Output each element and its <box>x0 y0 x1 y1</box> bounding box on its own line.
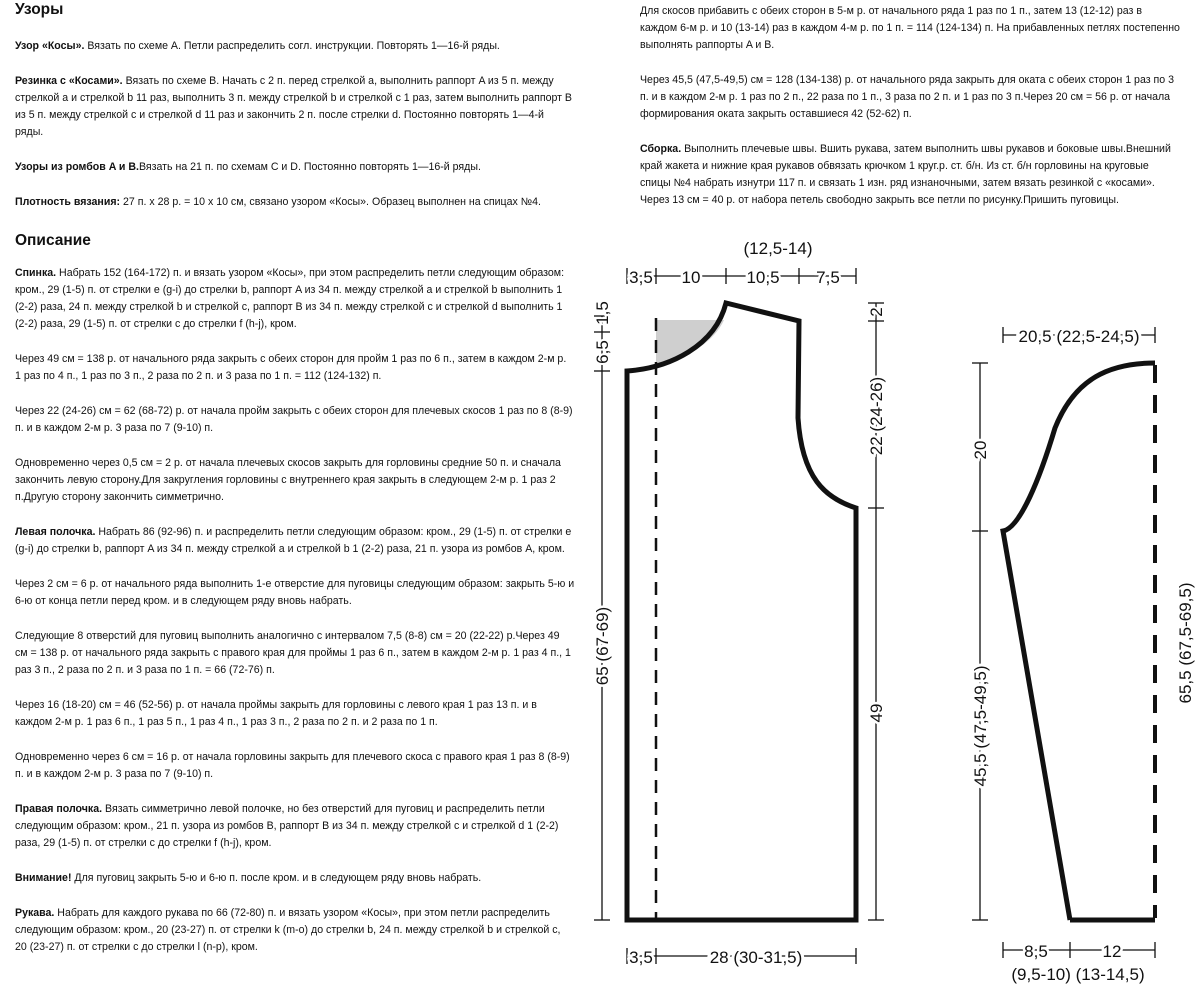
description-paragraph <box>15 524 575 558</box>
description-paragraph-text: Одновременно через 0,5 см = 2 р. от начала плечевых скосов закрыть для горловины средние 50 п. и сначала закончить левую сторону.Для закругления горловины с внутреннего края закрыть в следующем 2-м р. 1 раз 2 п.Другую сторону закончить симметрично. <box>15 457 561 503</box>
sleeve-bottom-b: 12 <box>1102 942 1122 961</box>
pattern-paragraph-term: Узор «Косы». <box>15 40 85 52</box>
description-paragraph-term: Рукава. <box>15 907 55 919</box>
left-column <box>15 0 575 974</box>
body-total-length: 65 (67-69) <box>593 606 612 686</box>
right-paragraph <box>640 3 1180 54</box>
body-top-b: 10 <box>681 268 701 287</box>
description-paragraph <box>15 351 575 385</box>
sleeve-top-width: 20,5 (22,5-24,5) <box>1018 327 1140 346</box>
description-paragraph-text: Через 49 см = 138 р. от начального ряда закрыть с обеих сторон для пройм 1 раз по 6 п., затем в каждом 2-м р. 1 раз по 4 п., 1 раз по 3 п., 2 раза по 2 п. и 3 раза по 1 п. = 112 (124-132) п. <box>15 353 567 382</box>
description-paragraph-text: Набрать 152 (164-172) п. и вязать узором «Косы», при этом распределить петли следующим образом: кром., 29 (1-5) п. от стрелки e (g-i) до стрелки b, раппорт A из 34 п. между стрелкой a и стрелкой b выполнить 1 (2-2) раза, 24 п. между стрелкой b и стрелкой c, раппорт B из 34 п. между стрелкой c и стрелкой d выполнить 1 (2-2) раза, 29 (1-5) п. от стрелки c до стрелки f (h-j), кром. <box>15 267 565 330</box>
right-paragraph-text: Для скосов прибавить с обеих сторон в 5-м р. от начального ряда 1 раз по 1 п., затем 13 (12-12) раз в каждом 6-м р. и 10 (13-14) раз в каждом 4-м р. по 1 п. = 114 (124-134) п. На прибавленных петлях постепенно выполнять раппорты A и B. <box>640 5 1180 51</box>
pattern-paragraph <box>15 194 575 211</box>
pattern-paragraph <box>15 73 575 141</box>
heading-patterns: Узоры <box>15 1 64 18</box>
description-paragraph <box>15 870 575 887</box>
description-paragraph <box>15 403 575 437</box>
right-column <box>640 3 1180 227</box>
description-paragraph <box>15 265 575 333</box>
body-outline <box>627 303 856 920</box>
description-paragraph-text: Через 2 см = 6 р. от начального ряда выполнить 1-е отверстие для пуговицы следующим образом: закрыть 5-ю и 6-ю от конца петли перед кром. и в следующем ряду вновь набрать. <box>15 578 575 607</box>
right-paragraph-text: Выполнить плечевые швы. Вшить рукава, затем выполнить швы рукавов и боковые швы.Внешний край жакета и нижние края рукавов обвязать крючком 1 круг.р. ст. б/н. Из ст. б/н горловины на круговые спицы №4 набрать изнутри 117 п. и связать 1 изн. ряд изнаночными, затем вязать резинкой с «косами». Через 13 см = 40 р. от набора петель свободно закрыть все петли по рисунку.Пришить пуговицы. <box>640 143 1171 206</box>
pattern-paragraph-text: Вязать на 21 п. по схемам C и D. Постоянно повторять 1—16-й ряды. <box>138 161 481 173</box>
body-top-a: 3,5 <box>629 268 653 287</box>
pattern-paragraph-text: Вязать по схеме B. Начать с 2 п. перед стрелкой a, выполнить раппорт A из 5 п. между стрелкой a и стрелкой b 11 раз, выполнить 3 п. между стрелкой b и стрелкой c 1 раз, затем выполнить раппорт B из 5 п. между стрелкой c и стрелкой d 11 раз и закончить 2 п. после стрелки d. Постоянно повторять 1—4-й ряды. <box>15 75 572 138</box>
pattern-paragraph-term: Плотность вязания: <box>15 196 121 208</box>
sleeve-bottom-range: (9,5-10) (13-14,5) <box>1011 965 1145 984</box>
pattern-schematic <box>580 228 1200 1000</box>
description-paragraph-text: Вязать симметрично левой полочке, но без отверстий для пуговиц и распределить петли следующим образом: кром., 21 п. узора из ромбов B, раппорт B из 34 п. между стрелкой c и стрелкой d 1 (2-2) раза, 29 (1-5) п. от стрелки c до стрелки f (h-j), кром. <box>15 803 559 849</box>
description-paragraph <box>15 455 575 506</box>
right-paragraph <box>640 141 1180 209</box>
sleeve-outline <box>1003 363 1155 920</box>
sleeve-seam-length: 45,5 (47,5-49,5) <box>971 665 990 787</box>
description-paragraph-term: Спинка. <box>15 267 57 279</box>
right-paragraph-text: Через 45,5 (47,5-49,5) см = 128 (134-138) р. от начального ряда закрыть для оката с обеих сторон 1 раз по 3 п. и в каждом 2-м р. 1 раз по 2 п., 22 раза по 1 п., 3 раза по 2 п. и 1 раз по 3 п.Через 20 см = 56 р. от начала формирования оката закрыть оставшиеся 42 (52-62) п. <box>640 74 1174 120</box>
description-paragraph <box>15 749 575 783</box>
description-list <box>15 265 575 956</box>
body-top-d: 7,5 <box>816 268 840 287</box>
description-paragraph-term: Правая полочка. <box>15 803 103 815</box>
body-armhole: 22 (24-26) <box>867 376 886 456</box>
pattern-paragraph-term: Узоры из ромбов A и B. <box>15 161 139 173</box>
description-paragraph-text: Набрать для каждого рукава по 66 (72-80) п. и вязать узором «Косы», при этом петли распределить следующим образом: кром., 20 (23-27) п. от стрелки k (m-o) до стрелки b, 24 п. между стрелкой b и стрелкой c, 20 (23-27) п. от стрелки c до стрелки l (n-p), кром. <box>15 907 561 953</box>
schematic-svg <box>580 228 1200 1000</box>
sleeve-cap-height: 20 <box>971 440 990 460</box>
description-paragraph-text: Для пуговиц закрыть 5-ю и 6-ю п. после кром. и в следующем ряду вновь набрать. <box>71 872 482 884</box>
description-paragraph <box>15 905 575 956</box>
description-paragraph-text: Набрать 86 (92-96) п. и распределить петли следующим образом: кром., 29 (1-5) п. от стрелки e (g-i) до стрелки b, раппорт A из 34 п. между стрелкой a и стрелкой b 1 (2-2) раза, 21 п. узора из ромбов A, кром. <box>15 526 572 555</box>
sleeve-bottom-a: 8,5 <box>1024 942 1048 961</box>
pattern-paragraph-term: Резинка с «Косами». <box>15 75 123 87</box>
right-paragraph-term: Сборка. <box>640 143 682 155</box>
description-paragraph <box>15 697 575 731</box>
patterns-list <box>15 38 575 211</box>
description-paragraph-term: Внимание! <box>15 872 72 884</box>
body-shoulder-drop: 2 <box>867 307 886 317</box>
pattern-paragraph-text: 27 п. x 28 р. = 10 x 10 см, связано узором «Косы». Образец выполнен на спицах №4. <box>120 196 541 208</box>
pattern-paragraph-text: Вязать по схеме A. Петли распределить согл. инструкции. Повторять 1—16-й ряды. <box>84 40 500 52</box>
description-paragraph <box>15 628 575 679</box>
body-top-c: 10,5 <box>746 268 780 287</box>
heading-description: Описание <box>15 232 91 249</box>
body-bottom-a: 3,5 <box>629 948 653 967</box>
pattern-paragraph <box>15 159 575 176</box>
description-paragraph <box>15 576 575 610</box>
sleeve-total-length: 65,5 (67,5-69,5) <box>1176 582 1195 704</box>
description-paragraph-text: Следующие 8 отверстий для пуговиц выполнить аналогично с интервалом 7,5 (8-8) см = 20 (22-22) р.Через 49 см = 138 р. от начального ряда закрыть с правого края для проймы 1 раз 6 п., затем в каждом 2-м р. 1 раз 4 п., 1 раз 3 п., 2 раза по 2 п. и 3 раза по 1 п. = 66 (72-76) п. <box>15 630 571 676</box>
body-top-range: (12,5-14) <box>743 239 813 258</box>
pattern-paragraph <box>15 38 575 55</box>
body-neck-small: 1,5 <box>593 301 612 325</box>
body-bottom-width: 28 (30-31,5) <box>709 948 803 967</box>
description-paragraph-text: Через 16 (18-20) см = 46 (52-56) р. от начала проймы закрыть для горловины с левого края 1 раз 13 п. и в каждом 2-м р. 1 раз 6 п., 1 раз 5 п., 1 раз 4 п., 1 раз 3 п., 2 раза по 2 п. и 2 раза по 1 п. <box>15 699 537 728</box>
right-paragraph <box>640 72 1180 123</box>
description-paragraph-text: Через 22 (24-26) см = 62 (68-72) р. от начала пройм закрыть с обеих сторон для плечевых скосов 1 раз по 8 (8-9) п. и в каждом 2-м р. 3 раза по 7 (9-10) п. <box>15 405 573 434</box>
right-paragraphs <box>640 3 1180 209</box>
body-neck-depth: 6,5 <box>593 340 612 364</box>
body-side-length: 49 <box>867 703 886 723</box>
description-paragraph-text: Одновременно через 6 см = 16 р. от начала горловины закрыть для плечевого скоса с правого края 1 раз 8 (8-9) п. и в каждом 2-м р. 3 раза по 7 (9-10) п. <box>15 751 570 780</box>
description-paragraph-term: Левая полочка. <box>15 526 96 538</box>
description-paragraph <box>15 801 575 852</box>
